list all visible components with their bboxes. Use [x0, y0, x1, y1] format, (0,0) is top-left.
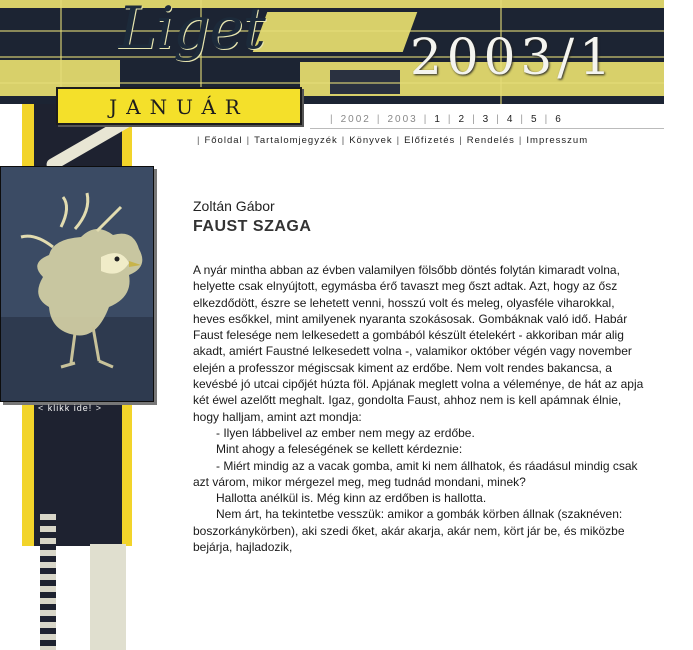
main-nav: | Főoldal | Tartalomjegyzék | Könyvek | Előfizetés | Rendelés | Impresszum	[197, 135, 589, 146]
article-line: heves esőkkel, mint amilyenek nyaranta szokásosak. Gombáknak való idő. Habár	[193, 311, 628, 326]
year-link-2002[interactable]: 2002	[340, 114, 371, 125]
article-line: A nyár mintha abban az évben valamilyen fölsőbb döntés folytán kimaradt volna,	[193, 263, 620, 277]
article-line: helyette csak elnyújtott, egymásba érő tavaszt meg őszt adtak. Azt, hogy az ősz	[193, 279, 618, 294]
article-line: Faust felesége nem lelkesedett a gombából készült ételekért - akkoriban már alig	[193, 328, 624, 343]
photo-link[interactable]: < klikk ide! >	[38, 403, 103, 413]
article-body	[193, 262, 693, 555]
issue-link-6[interactable]: 6	[555, 114, 563, 125]
article-line: elkezdődött, észre se lehetett venni, hosszú volt és meleg, olyasféle viharokkal,	[193, 295, 615, 310]
month-label-box	[56, 87, 302, 125]
issue-nav: | 2002 | 2003 | 1 | 2 | 3 | 4 | 5 | 6	[330, 114, 563, 125]
banner-stripe	[0, 0, 664, 8]
nav-divider	[310, 128, 664, 129]
nav-item-konyvek[interactable]: Könyvek	[349, 135, 393, 146]
article-line: elején a professzor mégiscsak kiment az erdőbe. Nem volt rendes bakancsa, a	[193, 360, 612, 375]
nav-item-tartalomjegyzek[interactable]: Tartalomjegyzék	[254, 135, 338, 146]
nav-item-elofizetes[interactable]: Előfizetés	[404, 135, 456, 146]
issue-link-4[interactable]: 4	[506, 114, 515, 125]
nav-item-fooldal[interactable]: Főoldal	[204, 135, 243, 146]
article-line: Hallotta anélkül is. Még kinn az erdőben is hallotta.	[216, 491, 487, 506]
article-line: Mint ahogy a feleségének se kellett kérdeznie:	[216, 442, 463, 457]
issue-heading: 2003/1	[410, 28, 616, 86]
chicken-illustration	[1, 167, 153, 401]
decoration-fence	[90, 544, 126, 650]
article-title: FAUST SZAGA	[193, 218, 312, 235]
issue-link-3[interactable]: 3	[482, 114, 491, 125]
article-line: hogy halljam, amint azt mondja:	[193, 409, 362, 424]
issue-link-5[interactable]: 5	[531, 114, 539, 125]
article-line: boszorkánykörben), aki szedi őket, akár akarja, akár nem, kört jár be, és miközbe	[193, 523, 625, 538]
year-link-2003[interactable]: 2003	[387, 114, 418, 125]
article-line: azt várom, mikor mérgezel meg, meg tudnád mondani, minek?	[193, 474, 526, 489]
nav-item-rendeles[interactable]: Rendelés	[466, 135, 515, 146]
article-line: Nem árt, ha tekintetbe vesszük: amikor a gombák körben állnak (szaknéven:	[216, 507, 623, 522]
article-line: - Ilyen lábbelivel az ember nem megy az erdőbe.	[216, 425, 475, 440]
article-line: kevésbé jó utcai cipőjét húzta föl. Apjának meglett volna a véleménye, de hát az apja	[193, 377, 644, 392]
issue-link-1[interactable]: 1	[434, 114, 442, 125]
issue-link-2[interactable]: 2	[458, 114, 467, 125]
article-line: két éwel azelőtt meghalt. Igaz, gondolta Faust, ahhoz nem is kell apámnak élnie,	[193, 393, 622, 408]
article-line: akadt, amiért Faustné lelkesedett volna -, valamikor október végén vagy november	[193, 344, 632, 359]
cover-photo[interactable]	[0, 166, 154, 402]
decoration-chain	[40, 514, 56, 650]
nav-item-impresszum[interactable]: Impresszum	[526, 135, 589, 146]
liget-logo[interactable]: Liget	[118, 0, 265, 62]
article-line: - Miért mindig az a vacak gomba, amit ki nem állhatok, és ráadásul mindig csak	[216, 458, 638, 473]
article-line: bejárja, hajladozik,	[193, 540, 293, 555]
banner-stripe	[253, 12, 418, 52]
article-author: Zoltán Gábor	[193, 198, 275, 214]
month-label: JANUÁR	[109, 95, 249, 119]
